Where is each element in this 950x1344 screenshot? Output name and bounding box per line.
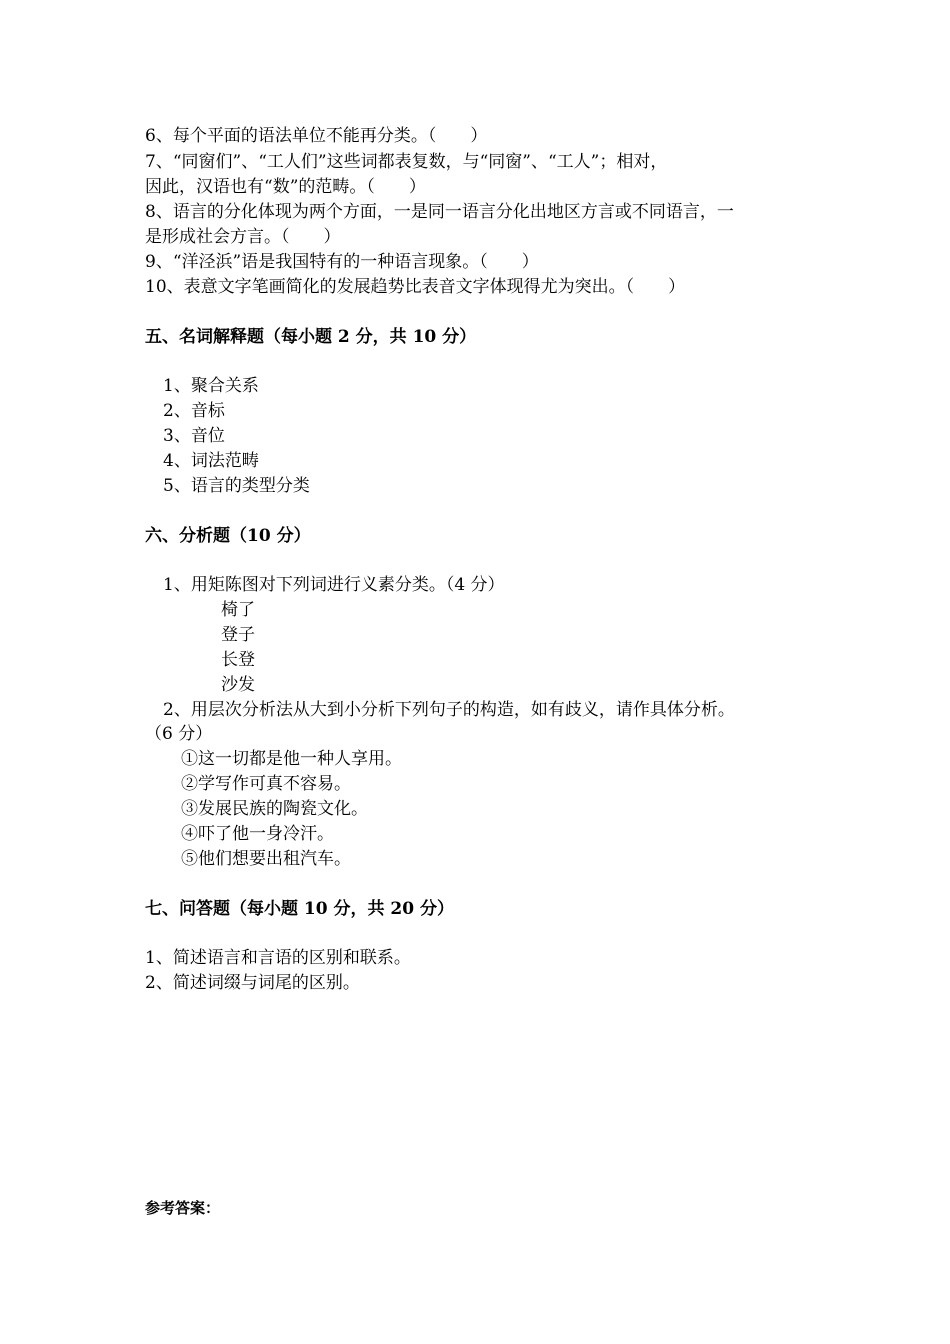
analysis-word: 沙发: [221, 675, 255, 695]
term-item: 5、语言的类型分类: [163, 476, 310, 496]
analysis-question-1: 1、用矩陈图对下列词进行义素分类。（4 分）: [163, 575, 505, 595]
analysis-sentence: ②学写作可真不容易。: [181, 774, 351, 794]
judgment-item-7: 7、“同窗们”、“工人们”这些词都表复数，与“同窗”、“工人”；相对，: [145, 152, 668, 172]
analysis-sentence: ④吓了他一身冷汗。: [181, 824, 334, 844]
analysis-word: 长登: [221, 650, 255, 670]
judgment-item-7-cont: 因此，汉语也有“数”的范畴。（ ）: [145, 177, 426, 197]
section-5-title: 五、名词解释题（每小题 2 分，共 10 分）: [145, 327, 477, 347]
essay-question: 1、简述语言和言语的区别和联系。: [145, 948, 411, 968]
term-item: 4、词法范畴: [163, 451, 259, 471]
judgment-item-8: 8、语言的分化体现为两个方面，一是同一语言分化出地区方言或不同语言，一: [145, 202, 734, 222]
analysis-word: 椅了: [221, 600, 255, 620]
analysis-sentence: ①这一切都是他一种人享用。: [181, 749, 402, 769]
analysis-question-2-score: （6 分）: [145, 724, 213, 744]
analysis-sentence: ⑤他们想要出租汽车。: [181, 849, 351, 869]
term-item: 2、音标: [163, 401, 225, 421]
analysis-question-2: 2、用层次分析法从大到小分析下列句子的构造，如有歧义，请作具体分析。: [163, 700, 735, 720]
judgment-item-6: 6、每个平面的语法单位不能再分类。（ ）: [145, 126, 488, 146]
judgment-item-9: 9、“洋泾浜”语是我国特有的一种语言现象。（ ）: [145, 252, 539, 272]
term-item: 1、聚合关系: [163, 376, 259, 396]
answers-heading: 参考答案：: [145, 1199, 221, 1217]
section-7-title: 七、问答题（每小题 10 分，共 20 分）: [145, 899, 454, 919]
judgment-item-10: 10、表意文字笔画简化的发展趋势比表音文字体现得尤为突出。（ ）: [145, 277, 686, 297]
analysis-sentence: ③发展民族的陶瓷文化。: [181, 799, 368, 819]
analysis-word: 登子: [221, 625, 255, 645]
essay-question: 2、简述词缀与词尾的区别。: [145, 973, 360, 993]
judgment-item-8-cont: 是形成社会方言。（ ）: [145, 227, 341, 247]
section-6-title: 六、分析题（10 分）: [145, 526, 311, 546]
term-item: 3、音位: [163, 426, 225, 446]
